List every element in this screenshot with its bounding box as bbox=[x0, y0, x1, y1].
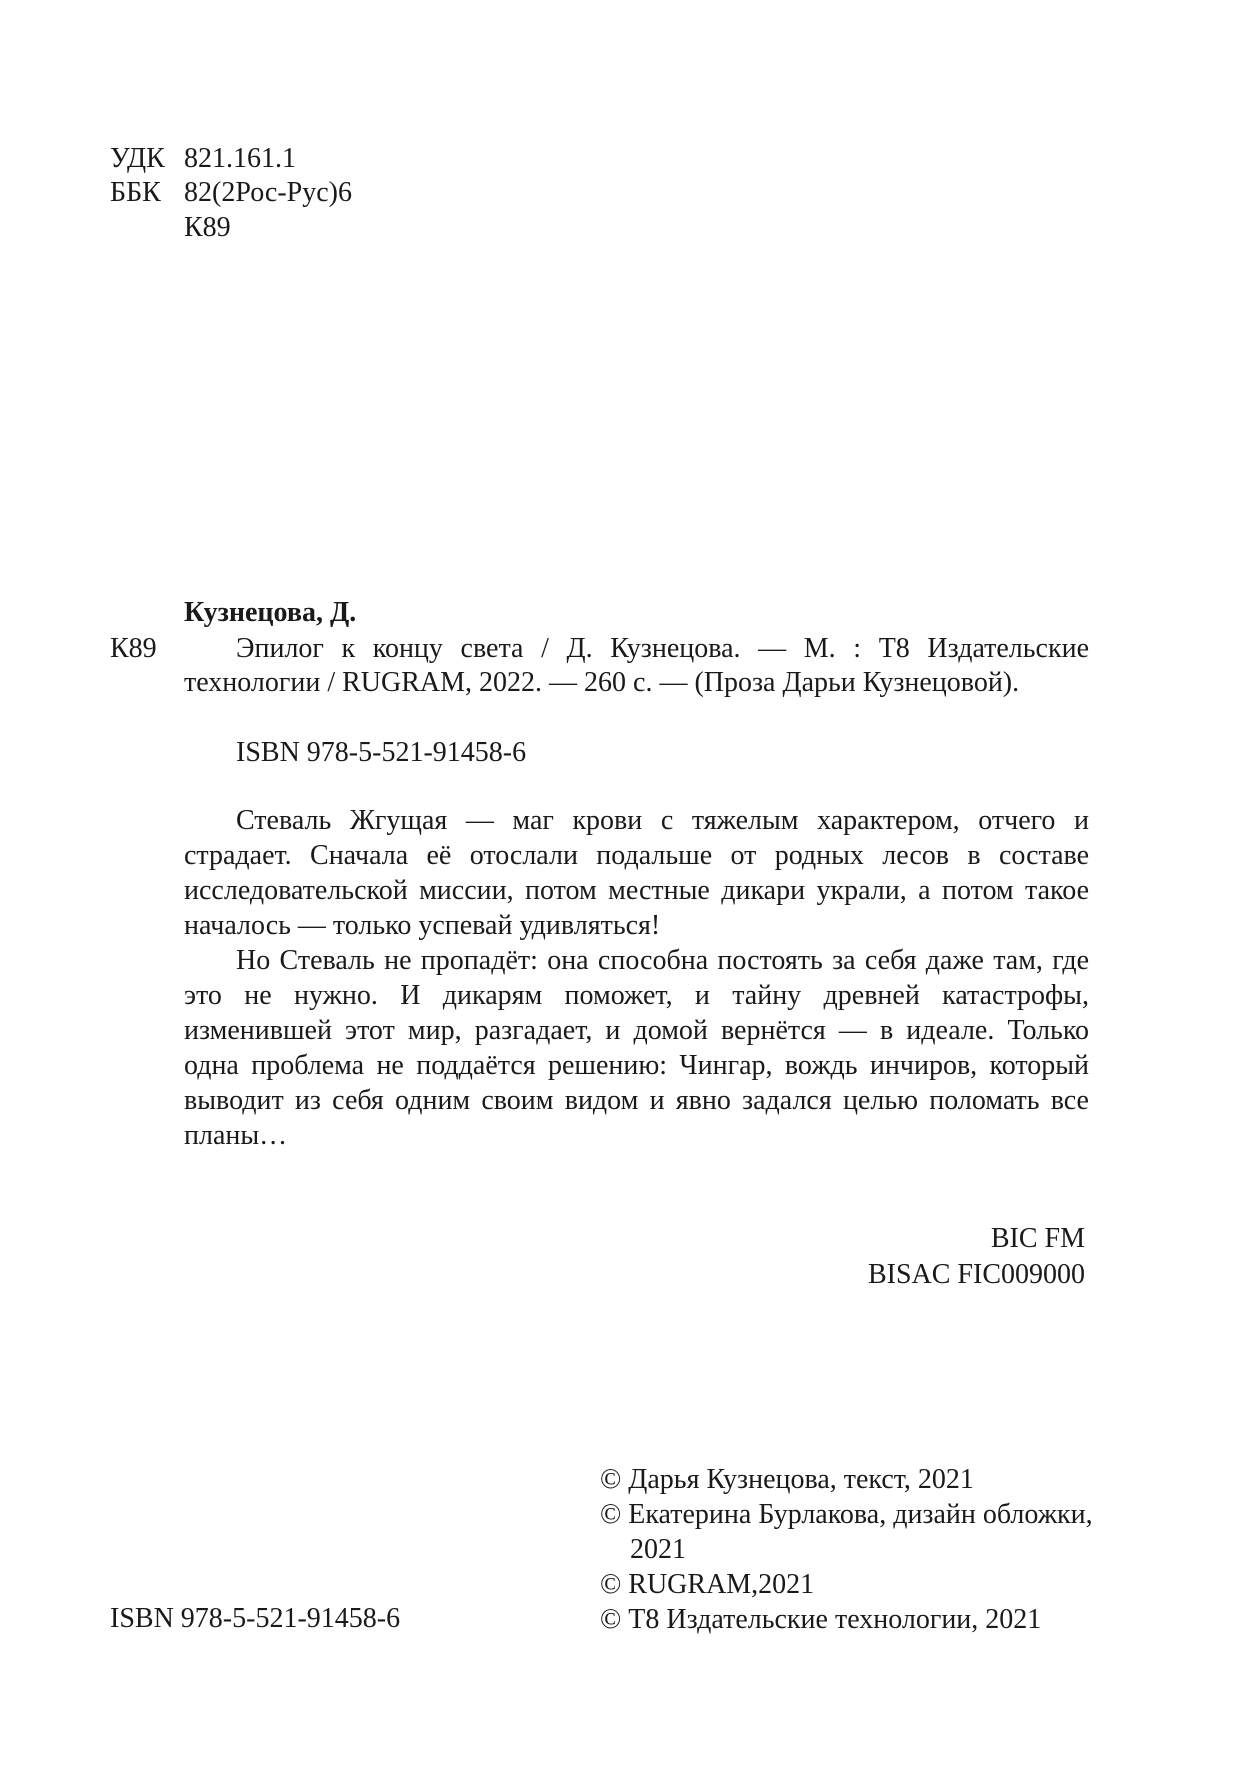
bibliographic-description: Эпилог к концу света / Д. Кузнецова. — М. : Т8 Издательские технологии / RUGRAM, 2022. — 260 с. — (Проза Дарьи Кузнецовой). bbox=[184, 633, 1089, 698]
copyright-line: © Екатерина Бурлакова, дизайн обложки, 2021 bbox=[600, 1499, 1093, 1565]
bisac-code: BISAC FIC009000 bbox=[867, 1259, 1085, 1290]
record-isbn: ISBN 978-5-521-91458-6 bbox=[236, 737, 527, 768]
copyright-line: © Т8 Издательские технологии, 2021 bbox=[600, 1604, 1042, 1635]
copyright-line: © RUGRAM,2021 bbox=[600, 1569, 815, 1600]
udk-label: УДК bbox=[110, 143, 165, 174]
author-mark: К89 bbox=[110, 633, 157, 664]
copyright-line: © Дарья Кузнецова, текст, 2021 bbox=[600, 1464, 974, 1495]
copyright-list bbox=[600, 1462, 1100, 1637]
annotation-paragraph-1: Стеваль Жгущая — маг крови с тяжелым характером, отчего и страдает. Сначала её отослали подальше от родных лесов в составе исследовательской миссии, потом местные дикари украли, а потом такое началось — только успевай удивляться! bbox=[184, 805, 1089, 941]
bbk-value: 82(2Рос-Рус)6 bbox=[184, 177, 352, 208]
bbk-label: ББК bbox=[110, 177, 161, 208]
bic-code: BIC FM bbox=[990, 1223, 1085, 1254]
footer-isbn: ISBN 978-5-521-91458-6 bbox=[110, 1603, 401, 1634]
annotation-paragraph-2: Но Стеваль не пропадёт: она способна постоять за себя даже там, где это не нужно. И дикарям поможет, и тайну древней катастрофы, изменившей этот мир, разгадает, и домой вернётся — в идеале. Только одна проблема не поддаётся решению: Чингар, вождь инчиров, который выводит из себя одним своим видом и явно задался целью поломать все планы… bbox=[184, 945, 1089, 1151]
udk-value: 821.161.1 bbox=[184, 143, 296, 174]
author-heading: Кузнецова, Д. bbox=[184, 597, 357, 628]
author-mark-top: К89 bbox=[184, 212, 231, 243]
